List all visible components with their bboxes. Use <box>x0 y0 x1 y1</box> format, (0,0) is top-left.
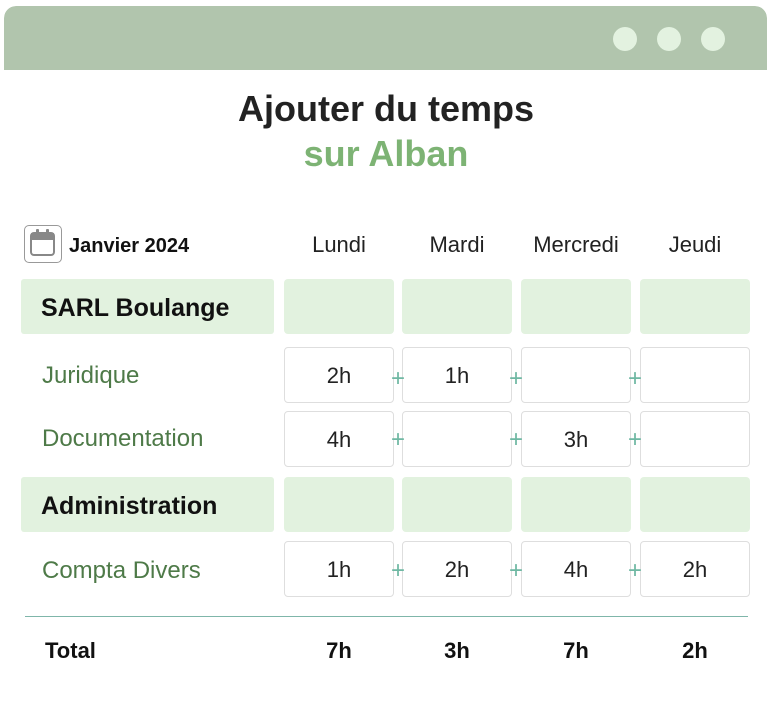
group-cell <box>402 477 512 532</box>
total-value-mercredi: 7h <box>563 638 589 663</box>
total-value-lundi: 7h <box>326 638 352 663</box>
plus-icon[interactable]: + <box>508 365 523 392</box>
plus-icon[interactable]: + <box>390 426 405 453</box>
time-cell[interactable]: 2h <box>284 347 394 403</box>
group-cell <box>284 477 394 532</box>
window-titlebar <box>4 6 767 70</box>
plus-icon[interactable]: + <box>390 365 405 392</box>
window-dot-3[interactable] <box>701 27 725 51</box>
plus-icon[interactable]: + <box>390 557 405 584</box>
time-cell[interactable]: 3h <box>521 411 631 467</box>
plus-icon[interactable]: + <box>627 426 642 453</box>
time-cell[interactable] <box>640 347 750 403</box>
day-header-mardi: Mardi <box>429 232 485 257</box>
task-label-compta-divers: Compta Divers <box>42 557 201 584</box>
time-cell[interactable]: 1h <box>284 541 394 597</box>
time-cell[interactable] <box>402 411 512 467</box>
group-cell <box>284 279 394 334</box>
page-subtitle: sur Alban <box>303 133 469 174</box>
day-header-jeudi: Jeudi <box>668 232 722 257</box>
page-title: Ajouter du temps <box>237 88 534 129</box>
group-cell <box>521 279 631 334</box>
time-cell[interactable]: 4h <box>284 411 394 467</box>
group-cell <box>640 477 750 532</box>
group-label-sarl-boulange: SARL Boulange <box>21 279 274 334</box>
month-label[interactable]: Janvier 2024 <box>69 235 190 257</box>
group-cell <box>402 279 512 334</box>
time-cell[interactable]: 1h <box>402 347 512 403</box>
day-header-lundi: Lundi <box>312 232 366 257</box>
group-label-administration: Administration <box>21 477 274 532</box>
time-cell[interactable]: 2h <box>640 541 750 597</box>
day-header-mercredi: Mercredi <box>533 232 619 257</box>
total-value-mardi: 3h <box>444 638 470 663</box>
time-cell[interactable]: 4h <box>521 541 631 597</box>
plus-icon[interactable]: + <box>627 557 642 584</box>
time-cell[interactable]: 2h <box>402 541 512 597</box>
task-label-documentation: Documentation <box>42 425 204 452</box>
time-cell[interactable] <box>521 347 631 403</box>
total-divider <box>25 616 748 617</box>
plus-icon[interactable]: + <box>508 426 523 453</box>
plus-icon[interactable]: + <box>627 365 642 392</box>
total-label: Total <box>45 638 96 663</box>
task-label-juridique: Juridique <box>42 362 140 389</box>
plus-icon[interactable]: + <box>508 557 523 584</box>
group-cell <box>640 279 750 334</box>
time-cell[interactable] <box>640 411 750 467</box>
window-dot-1[interactable] <box>613 27 637 51</box>
calendar-icon[interactable] <box>24 225 62 263</box>
total-value-jeudi: 2h <box>682 638 708 663</box>
window-dot-2[interactable] <box>657 27 681 51</box>
group-cell <box>521 477 631 532</box>
